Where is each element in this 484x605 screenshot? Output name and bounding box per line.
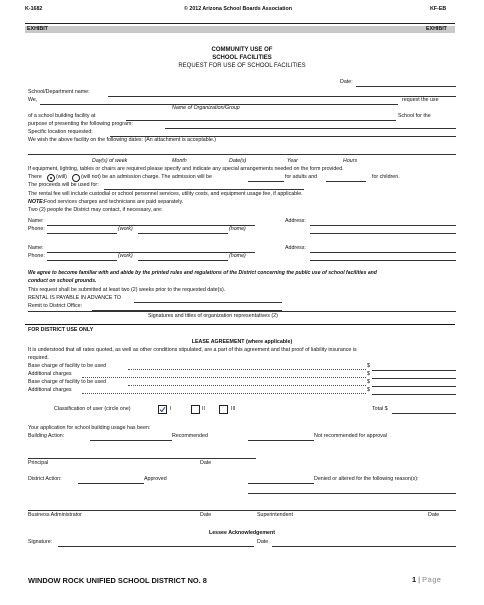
class-1-label: I [170,406,172,412]
business-admin-label: Business Administrator [28,512,82,518]
payable-to-field[interactable] [134,302,282,303]
col-year: Year [287,158,298,164]
program-field[interactable] [165,128,456,129]
school-label: School/Department name: [28,89,90,95]
contact2-work-field[interactable] [47,260,117,261]
there-label: There [28,174,42,180]
superintendent-date-label: Date [428,512,440,518]
form-code-left: K-1682 [25,6,43,12]
purpose-label: purpose of presenting the following program: [28,121,133,127]
title-line1: COMMUNITY USE OF [211,47,273,53]
col-month: Month [172,158,187,164]
title-line2: SCHOOL FACILITIES [212,55,272,61]
principal-label: Principal [28,460,49,466]
col-days: Day(s) of week [92,158,128,164]
contact1-work-field[interactable] [47,233,117,234]
date-label: Date: [340,79,353,85]
charge-field-4[interactable] [372,394,456,395]
for-children-text: for children. [372,174,400,180]
exhibit-label-right: EXHIBIT [426,26,447,32]
business-admin-signature-field[interactable] [28,510,200,511]
school-for-the-text: School for the [398,113,431,119]
request-use-text: request the use [402,97,439,103]
principal-signature-field[interactable] [28,458,200,459]
charge-field-2[interactable] [372,378,456,379]
class-1-checkbox[interactable] [158,405,167,414]
contact1-work-label: (work) [118,226,133,232]
page-word: Page [422,575,442,584]
equipment-note: If equipment, lighting, tables or chairs are required please specify and indicate any special arrangements needed on the form provided. [28,166,344,172]
lessee-date-label: Date [257,539,269,545]
dates-field[interactable] [28,154,456,155]
district-rule [25,324,455,325]
lessee-ack-title: Lessee Acknowledgement [208,530,276,536]
denied-label: Denied or altered for the following reason(s): [314,476,419,482]
rental-payable-text: RENTAL IS PAYABLE IN ADVANCE TO [28,295,122,301]
signature-label: Signature: [28,539,53,545]
understood-line2: required. [28,355,49,361]
not-recommended-field[interactable] [248,440,314,441]
proceeds-label: The proceeds will be used for: [28,182,99,188]
approved-label: Approved [144,476,167,482]
contact2-home-label: (home) [229,253,246,259]
remit-label: Remit to District Office: [28,303,83,309]
charge-leader-1 [128,369,366,370]
total-label: Total $ [372,406,388,412]
building-action-label: Building Action: [28,433,65,439]
header-rule [25,23,455,24]
charge-currency-4: $ [367,387,370,393]
building-field[interactable] [126,120,396,121]
district-action-label: District Action: [28,476,62,482]
contact1-address-label: Address: [285,218,306,224]
for-adults-text: for adults and [285,174,318,180]
we-label: We, [28,97,38,103]
charge-label-4: Additional charges [28,387,72,393]
charge-currency-3: $ [367,379,370,385]
business-admin-date-label: Date [200,512,212,518]
application-line: Your application for school building usage has been: [28,425,151,431]
building-facility-label: of a school building facility at [28,113,96,119]
contact2-work-label: (work) [118,253,133,259]
lease-title: LEASE AGREEMENT (where applicable) [191,339,293,345]
form-code-right: KF-EB [430,6,447,12]
agree-line1: We agree to become familiar with and abide by the printed rules and regulations of the District concerning the public use of school facilities and [28,270,377,276]
class-2-label: II [202,406,205,412]
note-text: Food services charges and technicians are paid separately. [44,199,184,205]
class-3-label: III [231,406,236,412]
title-line3: REQUEST FOR USE OF SCHOOL FACILITIES [178,63,306,69]
contact2-home-field[interactable] [138,260,228,261]
recommended-label: Recommended [172,433,208,439]
adult-price-field[interactable] [248,181,284,182]
contact2-name-field[interactable] [47,252,255,253]
contact2-address-label: Address: [285,245,306,251]
contact2-phone-label: Phone: [28,253,45,259]
contact2-address-field[interactable] [310,252,456,253]
charge-currency-2: $ [367,371,370,377]
rental-fee-text: The rental fee will include custodial or school personnel services, utility costs, and equipment usage fee, if applicable. [28,191,303,197]
lessee-signature-field[interactable] [58,546,254,547]
copyright: © 2012 Arizona School Boards Association [184,6,293,12]
denied-reason-field[interactable] [248,493,456,494]
contact1-address-field[interactable] [310,225,456,226]
contact1-name-field[interactable] [47,225,255,226]
will-label: (will) [56,174,67,180]
denied-field[interactable] [248,483,314,484]
contact1-phone-label: Phone: [28,226,45,232]
contact1-name-label: Name: [28,218,44,224]
lessee-date-field[interactable] [272,546,456,547]
contact1-address-field-2[interactable] [310,233,456,234]
contact2-address-field-2[interactable] [310,260,456,261]
charge-label-1: Base charge of facility to be used [28,363,107,369]
not-recommended-label: Not recommended for approval [314,433,388,439]
checkmark-icon [159,406,166,413]
charge-leader-2 [82,377,366,378]
page-number: 1 [412,575,417,584]
principal-date-field[interactable] [200,458,256,459]
total-field[interactable] [392,413,456,414]
charge-leader-4 [82,393,366,394]
will-radio[interactable] [47,174,55,182]
charge-currency-1: $ [367,363,370,369]
contact2-name-label: Name: [28,245,44,251]
page-indicator: 1 | Page [412,575,442,584]
agree-line2: conduct on school grounds. [28,278,97,284]
recommended-field[interactable] [90,440,172,441]
note-label: NOTE: [28,199,45,205]
classification-label: Classification of user (circle one) [54,406,131,412]
proceeds-field[interactable] [104,189,304,190]
district-name: WINDOW ROCK UNIFIED SCHOOL DISTRICT NO. 8 [28,576,207,585]
business-admin-date-field[interactable] [200,510,256,511]
class-2-checkbox[interactable] [191,405,200,414]
location-label: Specific location requested: [28,129,93,135]
child-price-field[interactable] [326,181,366,182]
class-3-checkbox[interactable] [219,405,228,414]
charge-field-3[interactable] [372,386,456,387]
superintendent-signature-field[interactable] [256,510,456,511]
superintendent-label: Superintendent [257,512,293,518]
wish-dates-text: We wish the above facility on the following dates: (An attachment is acceptable.) [28,137,217,143]
col-hours: Hours [343,158,358,164]
charge-field-1[interactable] [372,370,456,371]
charge-label-2: Additional charges [28,371,72,377]
charge-leader-3 [128,385,366,386]
will-not-label: (will not) be an admission charge. The admission will be [81,174,212,180]
date-field[interactable] [356,86,456,87]
signatures-field[interactable] [28,311,456,312]
exhibit-bar [25,26,455,33]
contact-people-text: Two (2) people the District may contact, if necessary, are: [28,207,163,213]
approved-field[interactable] [78,483,144,484]
contact1-home-field[interactable] [138,233,228,234]
col-dates: Date(s) [229,158,247,164]
submitted-text: This request shall be submitted at least two (2) weeks prior to the requested date(s). [28,287,226,293]
district-heading: FOR DISTRICT USE ONLY [28,327,94,333]
charge-label-3: Base charge of facility to be used [28,379,107,385]
understood-line1: It is understood that all rates quoted, as well as other conditions stipulated, are a part of this agreement and that proof of liability insurance is [28,347,357,353]
will-not-radio[interactable] [72,174,80,182]
principal-date-label: Date [200,460,212,466]
exhibit-label-left: EXHIBIT [27,26,48,32]
org-caption: Name of Organization/Group [172,105,240,111]
contact1-home-label: (home) [229,226,246,232]
signatures-caption: Signatures and titles of organization representatives (2) [148,313,278,319]
